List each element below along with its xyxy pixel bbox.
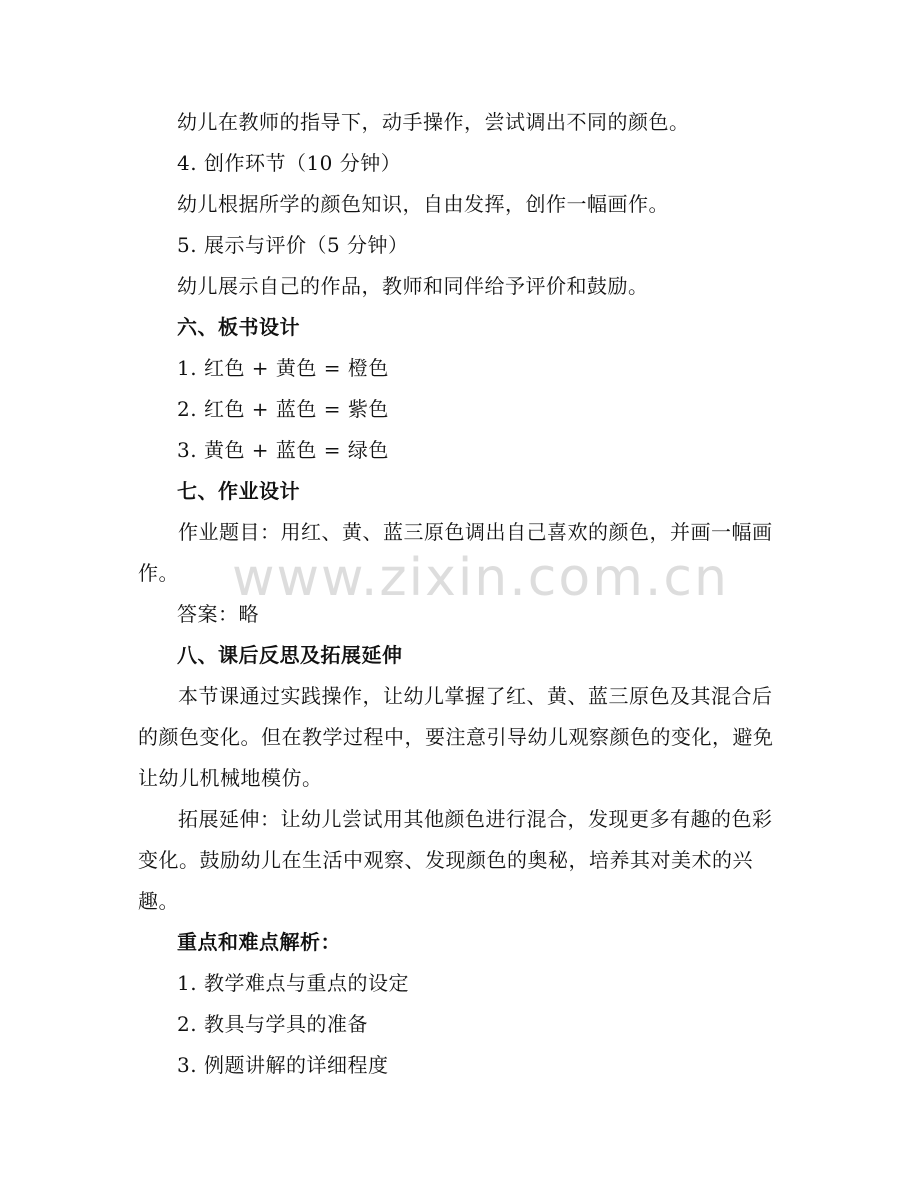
board-item: 2. 红色 + 蓝色 = 紫色 bbox=[177, 397, 389, 421]
key-point-item: 3. 例题讲解的详细程度 bbox=[177, 1053, 389, 1077]
section-step-5: 5. 展示与评价（5 分钟） bbox=[177, 233, 409, 257]
heading-reflection: 八、课后反思及拓展延伸 bbox=[177, 643, 403, 667]
board-item: 3. 黄色 + 蓝色 = 绿色 bbox=[177, 438, 389, 462]
paragraph-line: 幼儿在教师的指导下，动手操作，尝试调出不同的颜色。 bbox=[177, 110, 690, 134]
key-point-item: 2. 教具与学具的准备 bbox=[177, 1012, 368, 1036]
heading-homework: 七、作业设计 bbox=[177, 479, 300, 503]
heading-board-design: 六、板书设计 bbox=[177, 315, 300, 339]
paragraph-line: 幼儿展示自己的作品，教师和同伴给予评价和鼓励。 bbox=[177, 274, 649, 298]
paragraph-line: 幼儿根据所学的颜色知识，自由发挥，创作一幅画作。 bbox=[177, 192, 669, 216]
section-step-4: 4. 创作环节（10 分钟） bbox=[177, 151, 402, 175]
reflection-paragraph: 本节课通过实践操作，让幼儿掌握了红、黄、蓝三原色及其混合后的颜色变化。但在教学过程中，要注意引导幼儿观察颜色的变化，避免让幼儿机械地模仿。 bbox=[138, 684, 774, 790]
board-item: 1. 红色 + 黄色 = 橙色 bbox=[177, 356, 389, 380]
heading-key-points: 重点和难点解析： bbox=[177, 930, 341, 954]
extension-paragraph: 拓展延伸：让幼儿尝试用其他颜色进行混合，发现更多有趣的色彩变化。鼓励幼儿在生活中观察、发现颜色的奥秘，培养其对美术的兴趣。 bbox=[138, 807, 773, 913]
homework-paragraph: 作业题目：用红、黄、蓝三原色调出自己喜欢的颜色，并画一幅画作。 bbox=[138, 520, 773, 585]
watermark: www.zixin.com.cn bbox=[232, 548, 729, 608]
key-point-item: 1. 教学难点与重点的设定 bbox=[177, 971, 409, 995]
answer-line: 答案：略 bbox=[177, 602, 259, 626]
